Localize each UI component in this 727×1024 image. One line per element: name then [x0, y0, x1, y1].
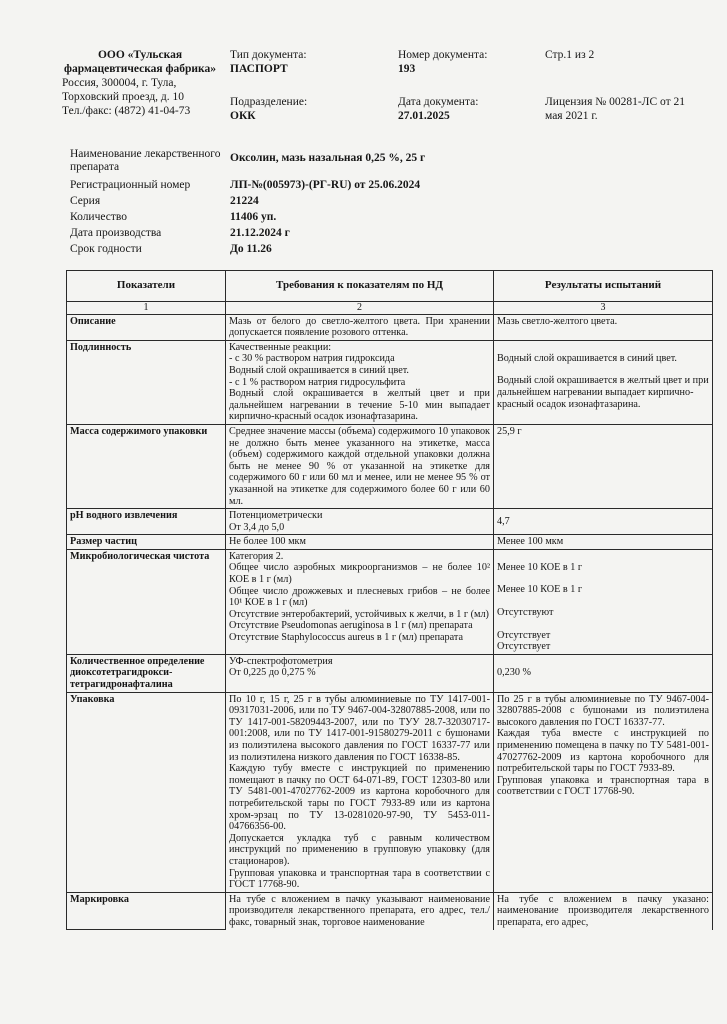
requirement-text: От 3,4 до 5,0 [229, 521, 285, 533]
table-row [67, 535, 713, 550]
address-line: Торховский проезд, д. 10 [62, 91, 185, 103]
meta-label: Серия [70, 195, 101, 207]
meta-value: 21.12.2024 г [230, 227, 290, 239]
results-cell [494, 692, 713, 892]
requirement-text: От 0,225 до 0,275 % [229, 667, 316, 679]
spacer [497, 573, 709, 584]
doc-type-value: ПАСПОРТ [230, 63, 288, 75]
doc-type-label: Тип документа: [230, 49, 307, 61]
table-row [67, 654, 713, 692]
table-row [67, 892, 713, 929]
indicator-cell: Количественное определение диоксотетрагидрокси-тетрагидронафталина [67, 654, 226, 692]
requirement-text: Мазь от белого до светло-желтого цвета. При хранении допускается появление розового оттенка. [229, 315, 490, 339]
meta-value: 21224 [230, 195, 259, 207]
requirement-text: - с 30 % раствором натрия гидроксида [229, 353, 395, 365]
meta-label: Срок годности [70, 243, 142, 255]
result-text: На тубе с вложением в пачку указано: наименование производителя лекарственного препарата, его адрес, [497, 893, 709, 928]
requirement-text: Водный слой окрашивается в синий цвет. [229, 364, 409, 376]
result-text: Менее 10 КОЕ в 1 г [497, 561, 583, 573]
header-requirements: Требования к показателям по НД [226, 271, 494, 302]
spacer [497, 596, 709, 607]
result-text: Отсутствует [497, 629, 551, 641]
table-header-row [67, 271, 713, 302]
requirement-text: Общее число дрожжевых и плесневых грибов – не более 10¹ КОЕ в 1 г (мл) [229, 585, 490, 609]
table-row [67, 692, 713, 892]
header-results: Результаты испытаний [494, 271, 713, 302]
table-row [67, 314, 713, 340]
doc-number-label: Номер документа: [398, 49, 488, 61]
meta-row [70, 243, 710, 259]
spacer [497, 342, 709, 353]
indicator-cell: Подлинность [67, 340, 226, 424]
requirement-text: Отсутствие энтеробактерий, устойчивых к желчи, в 1 г (мл) [229, 608, 489, 620]
requirements-cell [226, 314, 494, 340]
meta-row [70, 227, 710, 243]
doc-date-value: 27.01.2025 [398, 110, 450, 122]
result-text: 25,9 г [497, 425, 522, 437]
requirements-cell [226, 654, 494, 692]
doc-number-block [398, 48, 528, 76]
requirement-text: Водный слой окрашивается в желтый цвет и при дальнейшем нагревании в течение 5-10 мин выпадает кирпично-красный осадок изонафтазарина. [229, 388, 490, 423]
requirement-text: Среднее значение массы (объема) содержимого 10 упаковок не должно быть менее указанного на этикетке, масса (объем) содержимого каждой отдельной упаковки должна быть не менее 90 % от указанной на этикетке для содержимого 60 г или 60 мл и менее, или не менее 95 % от указанной на этикетке для содержимого более 60 г или 60 мл. [229, 425, 490, 507]
requirement-text: УФ-спектрофотометрия [229, 655, 333, 667]
requirements-cell [226, 892, 494, 929]
results-cell [494, 892, 713, 929]
column-number: 1 [67, 302, 226, 315]
company-address [62, 76, 218, 118]
division-block [230, 95, 390, 123]
result-text: 0,230 % [497, 667, 531, 679]
requirement-text: На тубе с вложением в пачку указывают наименование производителя лекарственного препарата, его адрес, тел./факс, товарный знак, торговое наименование [229, 893, 490, 928]
doc-type-block [230, 48, 390, 76]
division-value: ОКК [230, 110, 256, 122]
doc-date-block [398, 95, 528, 123]
column-number: 2 [226, 302, 494, 315]
result-text: Менее 10 КОЕ в 1 г [497, 584, 583, 596]
requirements-cell [226, 549, 494, 654]
specification-table [66, 270, 713, 930]
requirement-text: Не более 100 мкм [229, 536, 306, 548]
result-text: Водный слой окрашивается в желтый цвет и при дальнейшем нагревании выпадает кирпично-красный осадок изонафтазарина. [497, 375, 709, 410]
meta-row [70, 211, 710, 227]
results-cell [494, 340, 713, 424]
results-cell [494, 549, 713, 654]
license-block [545, 95, 705, 123]
spacer [497, 364, 709, 375]
indicator-cell: Масса содержимого упаковки [67, 424, 226, 508]
requirement-text: Каждую тубу вместе с инструкцией по применению помещают в пачку по ОСТ 64-071-89, ГОСТ 12303-80 или ТУ 5481-001-47027762-2009 из картона коробочного для потребительской тары по ГОСТ 7933-89 или из картона хром-эрзац по ТУ 13-0281020-97-90, ТУ 5453-011-04766356-00. [229, 763, 490, 833]
product-info [70, 148, 710, 259]
meta-row [70, 195, 710, 211]
address-line: Россия, 300004, г. Тула, [62, 77, 177, 89]
meta-row [70, 148, 710, 174]
result-text: Каждая туба вместе с инструкцией по применению помещена в пачку по ТУ 5481-001-47027762-2009 из картона коробочного для потребительской тары по ГОСТ 7933-89. [497, 728, 709, 775]
column-number-row [67, 302, 713, 315]
results-cell [494, 314, 713, 340]
meta-label: Количество [70, 211, 127, 223]
indicator-cell: Упаковка [67, 692, 226, 892]
page-info-block [545, 48, 705, 62]
indicator-cell: Размер частиц [67, 535, 226, 550]
table-row [67, 509, 713, 535]
meta-value: Оксолин, мазь назальная 0,25 %, 25 г [230, 152, 426, 164]
meta-label: Наименование лекарственного препарата [70, 148, 221, 173]
result-text: Отсутствует [497, 641, 551, 653]
spacer [497, 551, 709, 562]
company-name: ООО «Тульская фармацевтическая фабрика» [64, 49, 216, 75]
indicator-cell: pH водного извлечения [67, 509, 226, 535]
meta-value: До 11.26 [230, 243, 272, 255]
requirement-text: Качественные реакции: [229, 341, 332, 353]
results-cell [494, 424, 713, 508]
result-text: Водный слой окрашивается в синий цвет. [497, 352, 677, 364]
requirements-cell [226, 692, 494, 892]
page-info: Стр.1 из 2 [545, 49, 595, 61]
indicator-cell: Микробиологическая чистота [67, 549, 226, 654]
indicator-cell: Описание [67, 314, 226, 340]
meta-value: 11406 уп. [230, 211, 277, 223]
address-line: Тел./факс: (4872) 41-04-73 [62, 105, 191, 117]
results-cell [494, 654, 713, 692]
results-cell [494, 535, 713, 550]
requirements-cell [226, 424, 494, 508]
requirements-cell [226, 340, 494, 424]
result-text: Менее 100 мкм [497, 536, 564, 548]
spacer [497, 619, 709, 630]
indicator-cell: Маркировка [67, 892, 226, 929]
requirement-text: Отсутствие Staphylococcus aureus в 1 г (мл) препарата [229, 632, 463, 644]
requirement-text: Групповая упаковка и транспортная тара в соответствии с ГОСТ 17768-90. [229, 867, 490, 891]
division-label: Подразделение: [230, 96, 308, 108]
requirement-text: Категория 2. [229, 550, 284, 562]
header-indicator: Показатели [67, 271, 226, 302]
meta-label: Дата производства [70, 227, 162, 239]
column-number: 3 [494, 302, 713, 315]
license-text: Лицензия № 00281-ЛС от 21 мая 2021 г. [545, 96, 685, 122]
doc-number-value: 193 [398, 63, 416, 75]
result-text: Отсутствуют [497, 607, 554, 619]
requirement-text: Допускается укладка туб с равным количеством инструкций по применению в групповую упаковку (для стационаров). [229, 832, 490, 867]
requirement-text: По 10 г, 15 г, 25 г в тубы алюминиевые по ТУ 1417-001-09317031-2006, или по ТУ 9467-004-32807885-2008, или по ТУ 1417-001-58209443-2007, или по ТУУ 28.7-32030717-001:2008, или по ТУ 1417-001-91580279-2011 с бушонами из полиэтилена высокого давления по ГОСТ 16337-77 или из полиэтилена низкого давления по ГОСТ 16338-85. [229, 693, 490, 763]
doc-date-label: Дата документа: [398, 96, 479, 108]
result-text: 4,7 [497, 515, 510, 527]
meta-value: ЛП-№(005973)-(РГ-RU) от 25.06.2024 [230, 179, 421, 191]
result-text: По 25 г в тубы алюминиевые по ТУ 9467-004-32807885-2008 с бушонами из полиэтилена высокого давления по ГОСТ 16337-77. [497, 693, 709, 728]
result-text: Мазь светло-желтого цвета. [497, 315, 618, 327]
company-block [62, 48, 218, 118]
requirement-text: - с 1 % раствором натрия гидросульфита [229, 376, 406, 388]
requirements-cell [226, 509, 494, 535]
requirement-text: Общее число аэробных микроорганизмов – не более 10² КОЕ в 1 г (мл) [229, 562, 490, 586]
result-text: Групповая упаковка и транспортная тара в соответствии с ГОСТ 17768-90. [497, 774, 709, 798]
results-cell [494, 509, 713, 535]
table-row [67, 424, 713, 508]
requirements-cell [226, 535, 494, 550]
requirement-text: Отсутствие Pseudomonas aeruginosa в 1 г (мл) препарата [229, 620, 473, 632]
requirement-text: Потенциометрически [229, 510, 323, 522]
meta-row [70, 179, 710, 195]
table-row [67, 549, 713, 654]
meta-label: Регистрационный номер [70, 179, 191, 191]
table-row [67, 340, 713, 424]
